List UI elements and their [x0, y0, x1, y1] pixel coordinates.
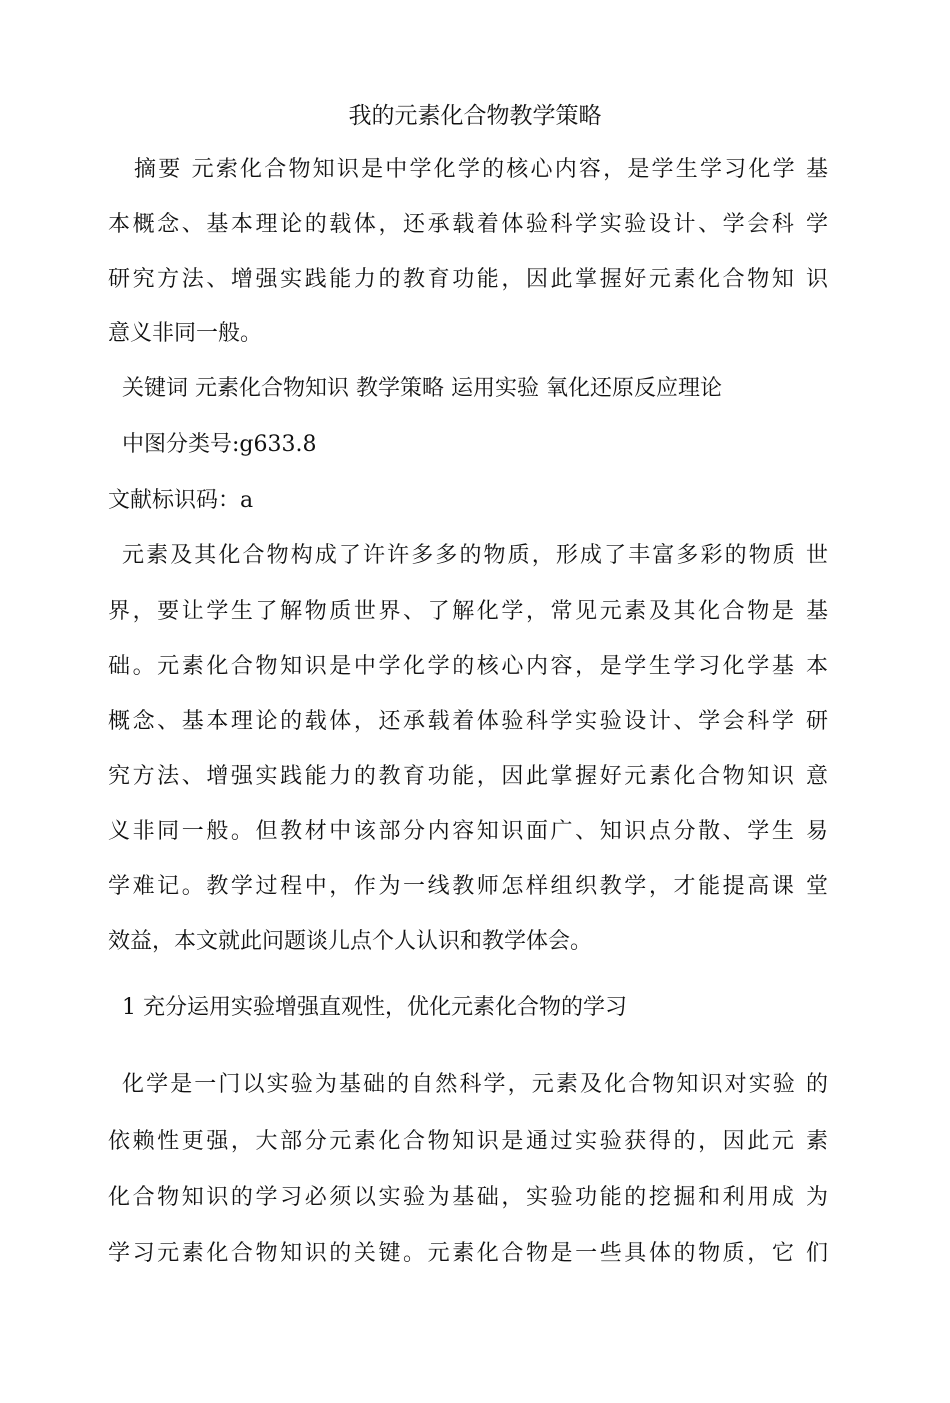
abstract-line: 研究方法、增强实践能力的教育功能，因此掌握好元素化合物知 识: [108, 267, 828, 292]
intro-line: 界，要让学生了解物质世界、了解化学，常见元素及其化合物是 基: [108, 599, 828, 624]
section-line: 化学是一门以实验为基础的自然科学，元素及化合物知识对实验 的: [122, 1072, 828, 1097]
intro-line: 义非同一般。但教材中该部分内容知识面广、知识点分散、学生 易: [108, 819, 828, 844]
intro-line: 究方法、增强实践能力的教育功能，因此掌握好元素化合物知识 意: [108, 764, 828, 789]
section-heading: 1 充分运用实验增强直观性，优化元素化合物的学习: [122, 995, 627, 1020]
intro-line: 础。元素化合物知识是中学化学的核心内容，是学生学习化学基 本: [108, 654, 828, 679]
document-title: 我的元素化合物教学策略: [348, 103, 602, 129]
intro-line: 概念、基本理论的载体，还承载着体验科学实验设计、学会科学 研: [108, 709, 828, 734]
abstract-line: 意义非同一般。: [108, 321, 263, 346]
keywords: 关键词 元素化合物知识 教学策略 运用实验 氧化还原反应理论: [122, 376, 722, 401]
intro-line: 效益，本文就此问题谈儿点个人认识和教学体会。: [108, 929, 593, 954]
section-line: 化合物知识的学习必须以实验为基础，实验功能的挖掘和利用成 为: [108, 1185, 828, 1210]
abstract-line: 摘要 元索化合物知识是中学化学的核心内容，是学生学习化学 基: [134, 157, 828, 182]
section-line: 学习元素化合物知识的关键。元素化合物是一些具体的物质，它 们: [108, 1241, 828, 1266]
intro-line: 元素及其化合物构成了许许多多的物质，形成了丰富多彩的物质 世: [122, 543, 828, 568]
section-line: 依赖性更强，大部分元素化合物知识是通过实验获得的，因此元 素: [108, 1129, 828, 1154]
document-code: 文献标识码：a: [108, 488, 254, 513]
intro-line: 学难记。教学过程中，作为一线教师怎样组织教学，才能提高课 堂: [108, 874, 828, 899]
abstract-line: 本概念、基本理论的载体，还承载着体验科学实验设计、学会科 学: [108, 212, 828, 237]
classification-number: 中图分类号:g633.8: [122, 432, 317, 457]
